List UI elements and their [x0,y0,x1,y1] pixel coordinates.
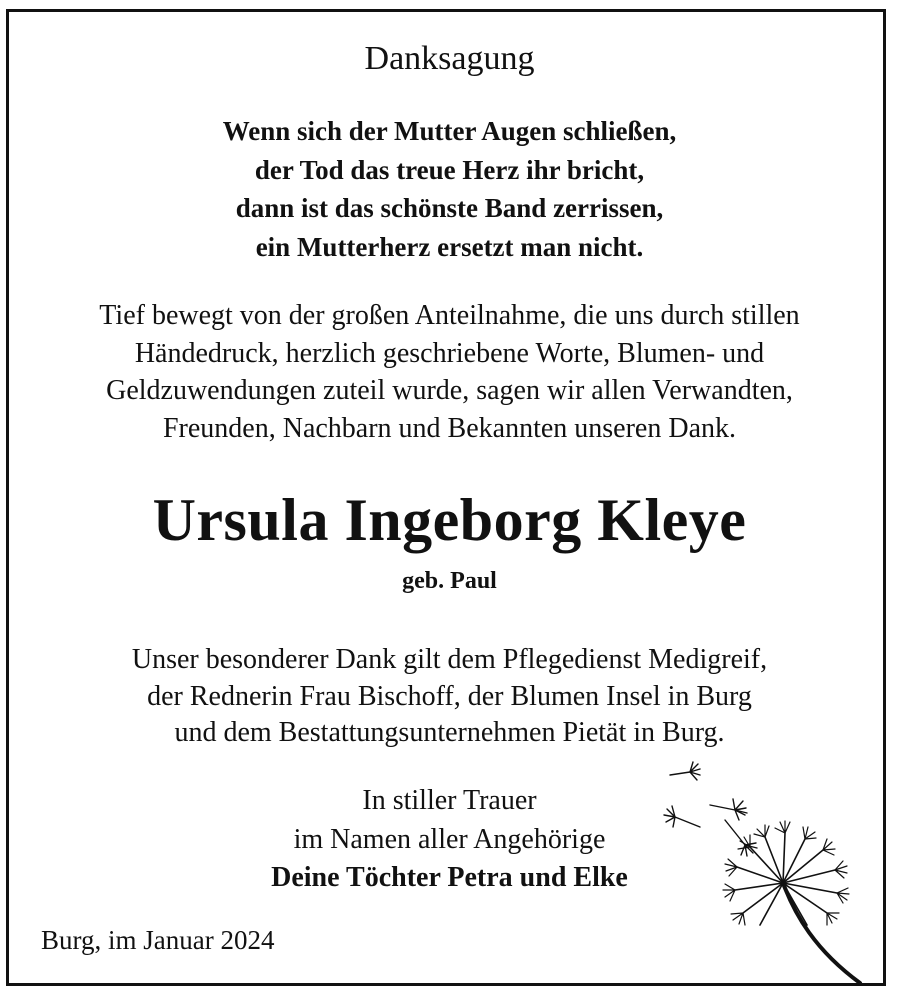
thanks-line: Tief bewegt von der großen Anteilnahme, die uns durch stillen [99,300,800,331]
poem [0,112,899,266]
poem-line: ein Mutterherz ersetzt man nicht. [255,231,644,262]
mourning-line: In stiller Trauer [362,785,537,816]
notice-title: Danksagung [364,40,535,77]
poem-line: der Tod das treue Herz ihr bricht, [254,154,645,185]
poem-line: dann ist das schönste Band zerrissen, [235,193,664,223]
maiden-name: geb. Paul [402,568,497,594]
place-date: Burg, im Januar 2024 [41,925,275,955]
mourning-line: im Namen aller Angehörige [293,823,606,855]
special-thanks-line: Unser besonderer Dank gilt dem Pflegedienst Medigreif, [131,644,768,675]
special-thanks-line: und dem Bestattungsunternehmen Pietät in Burg. [174,717,725,748]
thanks-line: Händedruck, herzlich geschriebene Worte, Blumen- und [134,337,765,369]
dandelion-icon [655,755,875,985]
signature: Deine Töchter Petra und Elke [271,862,628,893]
thanks-line: Geldzuwendungen zuteil wurde, sagen wir allen Verwandten, [106,375,793,406]
deceased-name: Ursula Ingeborg Kleye [152,487,747,553]
poem-line: Wenn sich der Mutter Augen schließen, [222,116,677,146]
special-thanks [0,642,899,752]
special-thanks-line: der Rednerin Frau Bischoff, der Blumen Insel in Burg [147,680,752,712]
thanks-paragraph [0,297,899,447]
thanks-line: Freunden, Nachbarn und Bekannten unseren Dank. [162,412,737,444]
